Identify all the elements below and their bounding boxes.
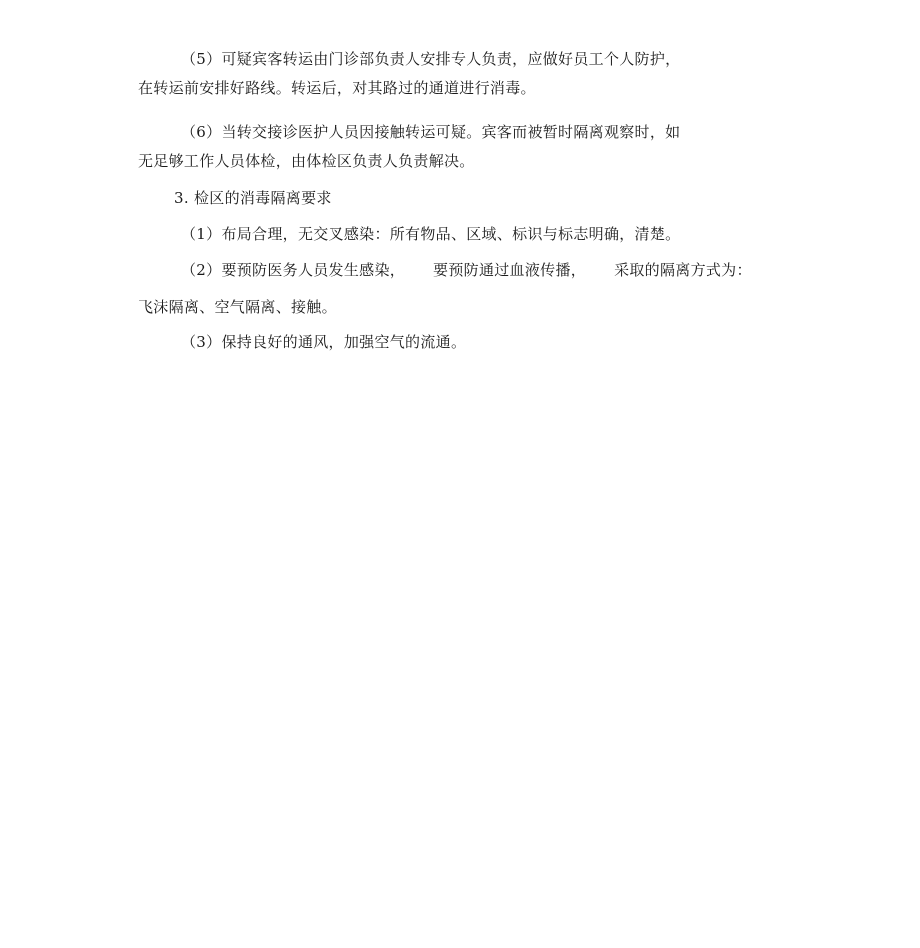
item-2-part-1: （2）要预防医务人员发生感染， xyxy=(181,261,406,279)
section-3-item-2-line-2: 飞沫隔离、空气隔离、接触。 xyxy=(138,298,337,316)
paragraph-6-line-2: 无足够工作人员体检，由体检区负责人负责解决。 xyxy=(138,152,475,170)
section-3-item-1: （1）布局合理，无交叉感染：所有物品、区域、标识与标志明确，清楚。 xyxy=(181,225,681,243)
paragraph-6-line-1: （6）当转交接诊医护人员因接触转运可疑。宾客而被暂时隔离观察时，如 xyxy=(181,123,681,141)
section-3-heading: 3. 检区的消毒隔离要求 xyxy=(174,189,332,207)
section-3-item-2-line-1 xyxy=(181,260,752,280)
paragraph-5-line-2: 在转运前安排好路线。转运后，对其路过的通道进行消毒。 xyxy=(138,79,536,97)
item-2-part-3: 采取的隔离方式为： xyxy=(614,261,752,279)
section-3-item-3: （3）保持良好的通风，加强空气的流通。 xyxy=(181,333,467,351)
item-2-part-2: 要预防通过血液传播， xyxy=(433,261,587,279)
paragraph-5-line-1: （5）可疑宾客转运由门诊部负责人安排专人负责，应做好员工个人防护， xyxy=(181,50,681,68)
